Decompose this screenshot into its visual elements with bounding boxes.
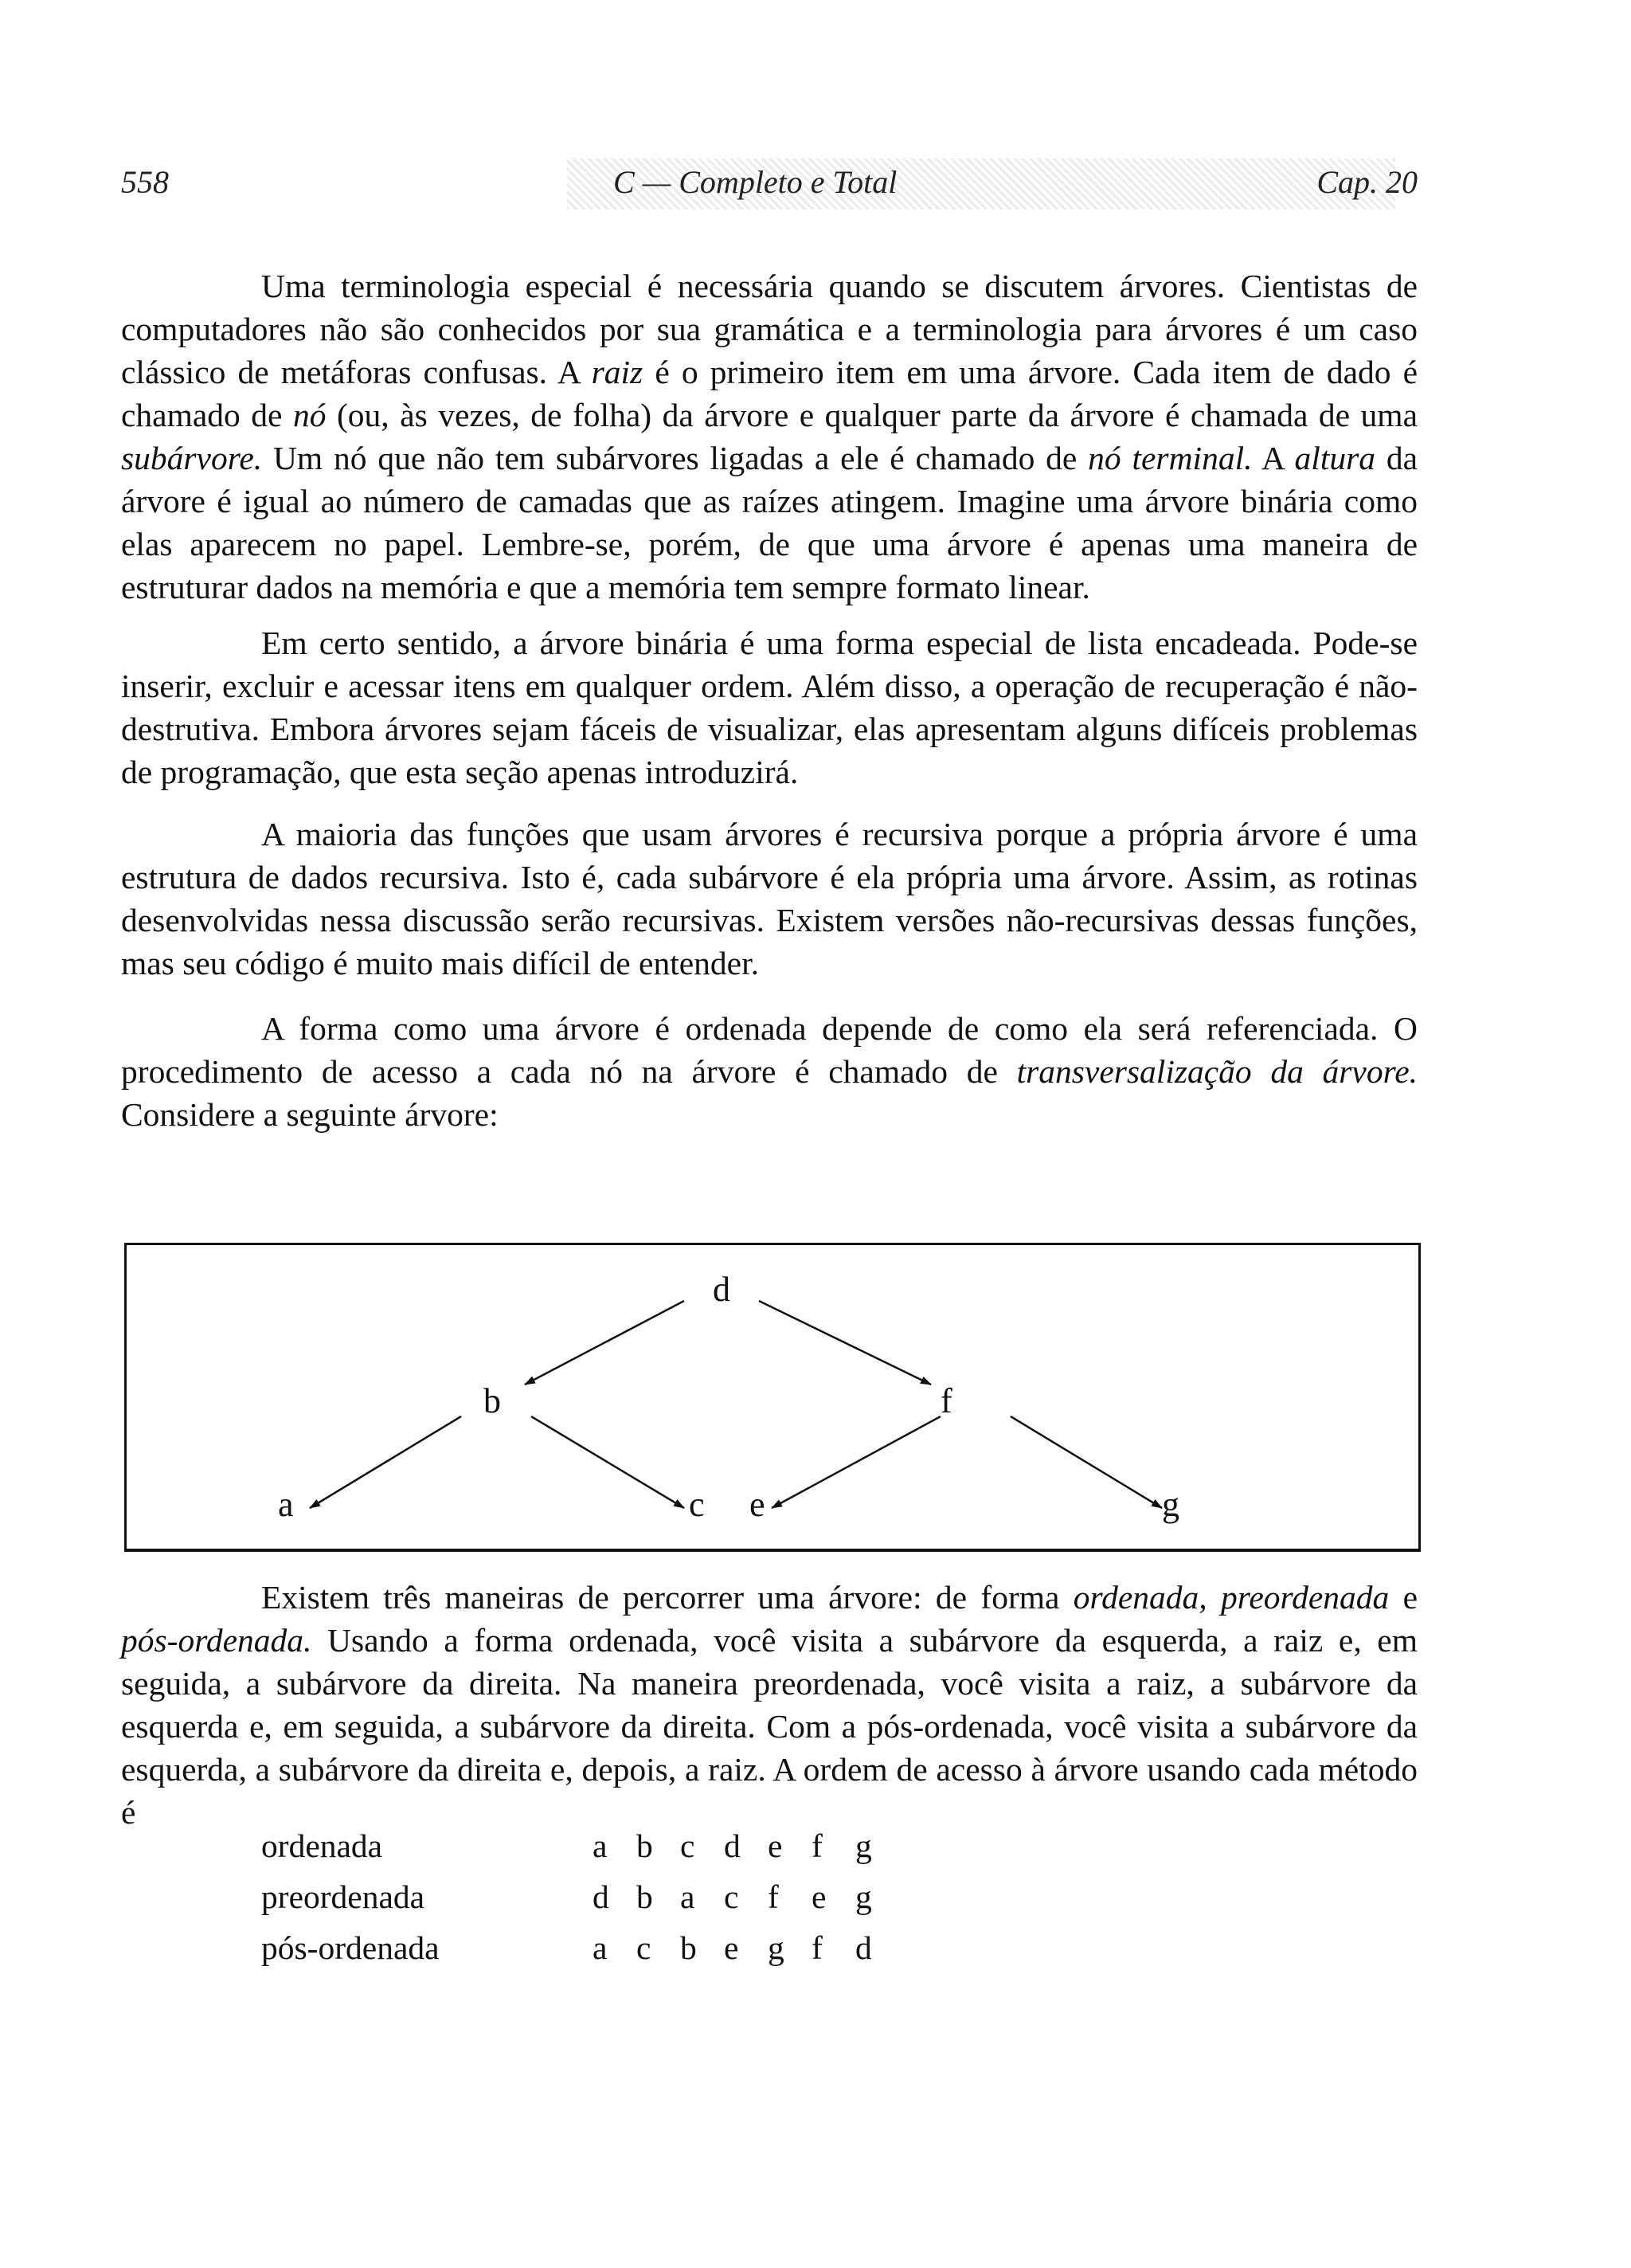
tree-node-f: f bbox=[941, 1381, 952, 1420]
page-header bbox=[121, 163, 1418, 211]
body-text bbox=[121, 264, 1418, 1136]
traversal-row-ordenada bbox=[261, 1820, 899, 1871]
book-title: C — Completo e Total bbox=[613, 164, 898, 200]
page-number: 558 bbox=[121, 164, 169, 200]
tree-node-b: b bbox=[483, 1381, 501, 1420]
paragraph-recursion: A maioria das funções que usam árvores é recursiva porque a própria árvore é uma estrutura de dados recursiva. Isto é, cada subárvore é ela própria uma árvore. Assim, as rotinas desenvolvidas nessa discussão serão recursivas. Existem versões não-recursivas dessas funções, mas seu código é muito mais difícil de entender. bbox=[121, 816, 1418, 981]
tree-node-a: a bbox=[278, 1485, 294, 1524]
tree-node-g: g bbox=[1162, 1485, 1179, 1524]
edge-b-c bbox=[531, 1416, 684, 1508]
paragraph-traversal-methods: Existem três maneiras de percorrer uma árvore: de forma ordenada, preordenada e pós-ordenada. Usando a forma ordenada, você visita a subárvore da esquerda, a raiz e, em seguida, a subárvore da direita. Na maneira preordenada, você visita a raiz, a subárvore da esquerda e, em seguida, a subárvore da direita. Com a pós-ordenada, você visita a subárvore da esquerda, a subárvore da direita e, depois, a raiz. A ordem de acesso à árvore usando cada método é bbox=[121, 1579, 1418, 1831]
edge-f-e bbox=[772, 1416, 941, 1508]
paragraph-terminology: Uma terminologia especial é necessária quando se discutem árvores. Cientistas de computadores não são conhecidos por sua gramática e a terminologia para árvores é um caso clássico de metáforas confusas. A raiz é o primeiro item em uma árvore. Cada item de dado é chamado de nó (ou, às vezes, de folha) da árvore e qualquer parte da árvore é chamada de uma subárvore. Um nó que não tem subárvores ligadas a ele é chamado de nó terminal. A altura da árvore é igual ao número de camadas que as raízes atingem. Imagine uma árvore binária como elas aparecem no papel. Lembre-se, porém, de que uma árvore é apenas uma maneira de estruturar dados na memória e que a memória tem sempre formato linear. bbox=[121, 268, 1418, 605]
edge-b-a bbox=[310, 1416, 461, 1508]
edge-d-f bbox=[759, 1301, 931, 1385]
traversal-sequence: a c b e g f d bbox=[593, 1929, 872, 1966]
tree-figure bbox=[124, 1243, 1421, 1552]
traversal-row-pos-ordenada bbox=[261, 1922, 899, 1973]
traversal-name: pós-ordenada bbox=[261, 1929, 440, 1966]
tree-node-c: c bbox=[689, 1485, 705, 1524]
traversal-sequence: a b c d e f g bbox=[593, 1827, 872, 1864]
tree-node-d: d bbox=[713, 1270, 730, 1309]
paragraph-linked-list: Em certo sentido, a árvore binária é uma forma especial de lista encadeada. Pode-se inserir, excluir e acessar itens em qualquer ordem. Além disso, a operação de recuperação é não-destrutiva. Embora árvores sejam fáceis de visualizar, elas apresentam alguns difíceis problemas de programação, que esta seção apenas introduzirá. bbox=[121, 625, 1418, 790]
edge-d-b bbox=[525, 1301, 684, 1385]
paragraph-traversal-intro: A forma como uma árvore é ordenada depende de como ela será referenciada. O procedimento de acesso a cada nó na árvore é chamado de transversalização da árvore. Considere a seguinte árvore: bbox=[121, 1010, 1418, 1133]
edge-f-g bbox=[1011, 1416, 1162, 1508]
tree-diagram bbox=[127, 1245, 1423, 1554]
tree-node-e: e bbox=[749, 1485, 765, 1524]
traversal-name: preordenada bbox=[261, 1878, 425, 1915]
traversal-sequence: d b a c f e g bbox=[593, 1878, 872, 1915]
traversal-name: ordenada bbox=[261, 1827, 383, 1864]
traversal-explanation bbox=[121, 1576, 1418, 1834]
traversal-table bbox=[261, 1820, 899, 1973]
traversal-row-preordenada bbox=[261, 1871, 899, 1922]
chapter-label: Cap. 20 bbox=[1316, 164, 1418, 200]
